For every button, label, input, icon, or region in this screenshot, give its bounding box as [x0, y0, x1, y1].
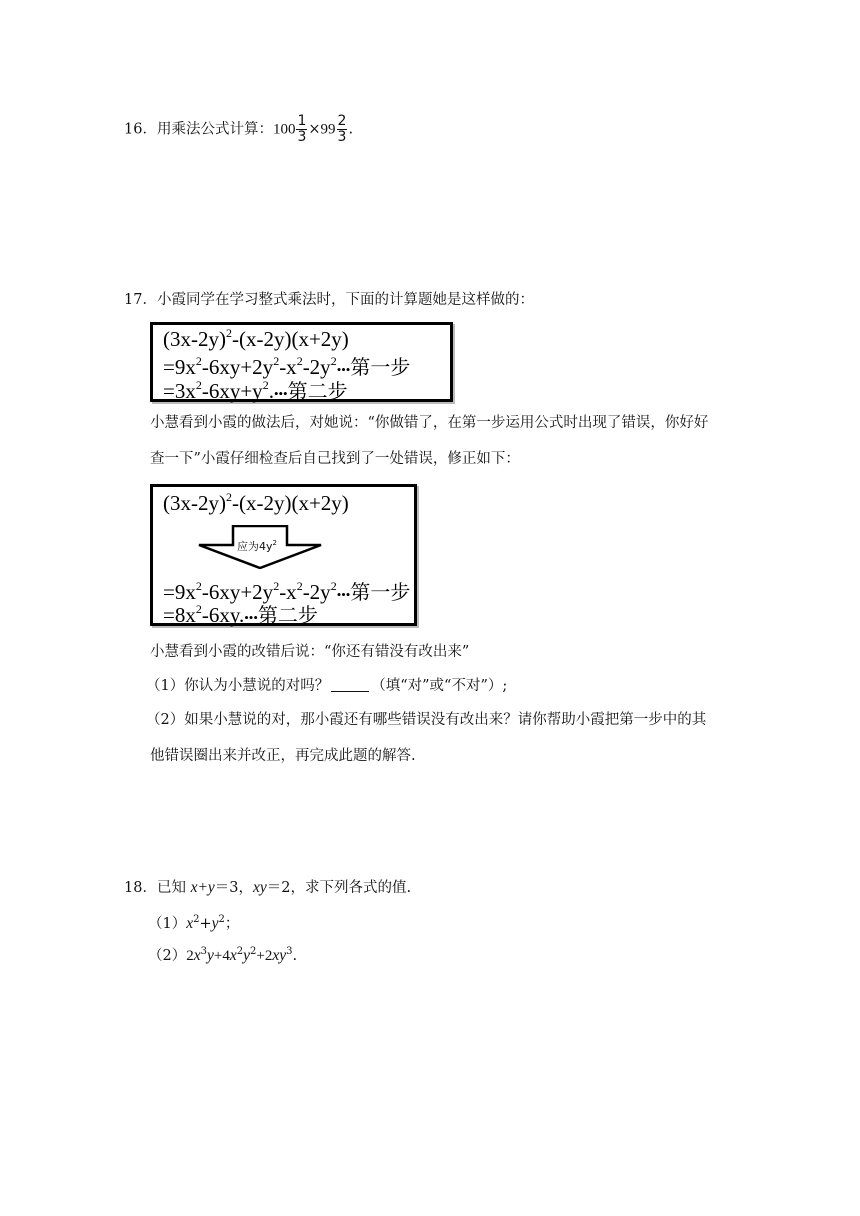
calculation-box-original: [150, 322, 453, 402]
paragraph-line: 小慧看到小霞的改错后说：“你还有错没有改出来”: [150, 644, 470, 660]
step-label: 第二步: [287, 379, 348, 403]
answer-blank[interactable]: [331, 677, 369, 692]
calculation-box-corrected: [150, 484, 417, 626]
times-sign: ×: [308, 121, 321, 138]
question-text: 小霞同学在学习整式乘法时，下面的计算题她是这样做的：: [156, 292, 534, 308]
mixed-number-whole: 100: [272, 121, 296, 138]
paragraph-line: 小慧看到小霞的做法后，对她说：“你做错了，在第一步运用公式时出现了错误，你好好: [150, 415, 709, 431]
question-number: 17．: [124, 292, 157, 308]
question-number: 16．: [124, 121, 157, 138]
question-18: 18．已知 x+y＝3，xy＝2，求下列各式的值.: [124, 879, 412, 896]
question-17-intro: [124, 290, 534, 310]
paragraph-line: 查一下”小霞仔细检查后自己找到了一处错误，修正如下：: [150, 451, 520, 467]
q18-sub-question-2: $(2)2x^3y+4x^2y^2+2xy^3$.: [148, 946, 298, 964]
fraction: $\frac{1}{3}$: [297, 113, 307, 145]
question-number: 18．: [124, 880, 157, 896]
box-line-2: $=9x^2-6xy+2y^2-x^2-2y^2•••$第一步: [163, 579, 411, 604]
sub-question-1: （1）你认为小慧说的对吗？ （填“对”或“不对”）;: [146, 678, 508, 694]
correction-note: 应为$4y^2$: [237, 539, 277, 553]
sub-question-2-line: 他错误圈出来并改正，再完成此题的解答.: [150, 748, 416, 764]
question-text: 用乘法公式计算：: [156, 121, 273, 138]
box-line-1: $(3x-2y)^2-(x-2y)(x+2y)$: [163, 490, 349, 515]
step-label: 第二步: [257, 603, 318, 627]
question-16: 16．用乘法公式计算：100 $\frac{1}{3}$ ×99 $\frac{2}{3}$ .: [124, 113, 354, 145]
q18-sub-question-1: $(1)x^2+y^2$；: [148, 914, 240, 932]
box-line-2: $=9x^2-6xy+2y^2-x^2-2y^2•••$第一步: [163, 354, 411, 379]
box-line-3: $=3x^2-6xy+y^2.•••$第二步: [163, 378, 348, 403]
fraction: $\frac{2}{3}$: [337, 113, 347, 145]
box-line-1: $(3x-2y)^2-(x-2y)(x+2y)$: [163, 326, 349, 351]
step-label: 第一步: [350, 580, 411, 604]
step-label: 第一步: [350, 355, 411, 379]
sub-question-2-line: （2）如果小慧说的对，那小霞还有哪些错误没有改出来？请你帮助小霞把第一步中的其: [146, 712, 707, 728]
box-line-3: $=8x^2-6xy.•••$第二步: [163, 602, 318, 627]
mixed-number-whole: 99: [320, 121, 336, 138]
